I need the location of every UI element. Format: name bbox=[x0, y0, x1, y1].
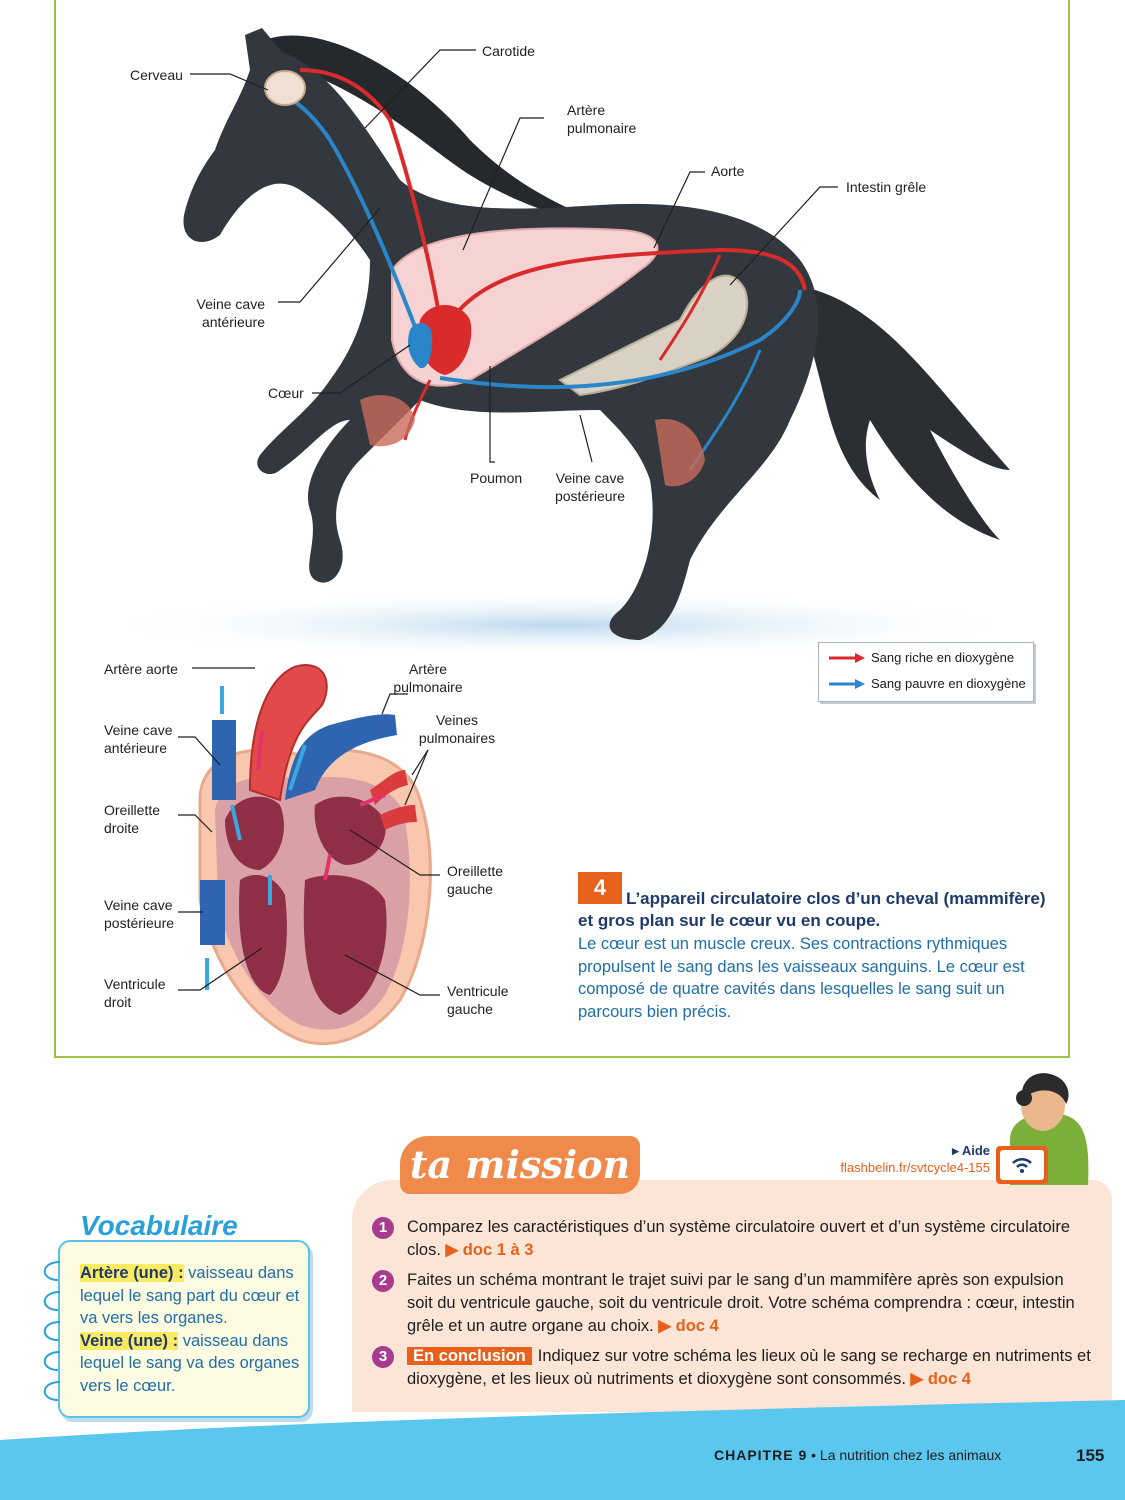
vocab-term-artere: Artère (une) : bbox=[80, 1264, 184, 1282]
label-ventricule-droit: Ventricule droit bbox=[104, 976, 166, 1010]
vocabulary-definitions: Artère (une) : vaisseau dans lequel le sang part du cœur et va vers les organes. Veine (une) : vaisseau dans lequel le sang va des organes vers le cœur. bbox=[80, 1264, 300, 1395]
label-oreillette-droite: Oreillette droite bbox=[104, 802, 161, 836]
legend-poor: Sang pauvre en dioxygène bbox=[829, 676, 1026, 691]
doc-reference[interactable]: ▶ doc 1 à 3 bbox=[445, 1241, 534, 1259]
task-number-1: 1 bbox=[372, 1217, 394, 1239]
label-artere-aorte: Artère aorte bbox=[104, 661, 178, 677]
task-number-2: 2 bbox=[372, 1270, 394, 1292]
caption-title: L’appareil circulatoire clos d’un cheval (mammifère) et gros plan sur le cœur vu en coupe. bbox=[578, 889, 1046, 930]
label-veine-cave-anterieure: Veine cave antérieure bbox=[196, 296, 265, 330]
legend-rich: Sang riche en dioxygène bbox=[829, 650, 1014, 665]
conclusion-tag: En conclusion bbox=[407, 1347, 532, 1365]
document-number: 4 bbox=[578, 872, 622, 904]
label-poumon: Poumon bbox=[470, 470, 523, 486]
task-3: 3 En conclusion Indiquez sur votre schéma les lieux où le sang se recharge en nutriments et dioxygène, et les lieux où nutriments et dioxygène sont consommés. ▶ doc 4 bbox=[372, 1345, 1092, 1391]
vocab-term-veine: Veine (une) : bbox=[80, 1331, 179, 1350]
label-veine-cave-posterieure: Veine cave postérieure bbox=[554, 470, 626, 504]
label-aorte: Aorte bbox=[711, 163, 745, 179]
page-number: 155 bbox=[1076, 1446, 1105, 1465]
label-veines-pulmonaires: Veines pulmonaires bbox=[418, 712, 496, 746]
vocabulary-title: Vocabulaire bbox=[80, 1210, 238, 1241]
label-carotide: Carotide bbox=[482, 43, 535, 59]
label-heart-veine-cave-posterieure: Veine cave postérieure bbox=[104, 897, 175, 931]
label-heart-artere-pulmonaire: Artère pulmonaire bbox=[393, 661, 463, 695]
label-oreillette-gauche: Oreillette gauche bbox=[447, 863, 504, 897]
aide-link[interactable]: ▸ Aide flashbelin.fr/svtcycle4-155 bbox=[840, 1143, 990, 1175]
doc-reference[interactable]: ▶ doc 4 bbox=[658, 1317, 719, 1335]
label-ventricule-gauche: Ventricule gauche bbox=[447, 983, 509, 1017]
task-2: 2 Faites un schéma montrant le trajet suivi par le sang d’un mammifère après son expulsion soit du ventricule gauche, soit du ventricule droit. Votre schéma comprendra : cœur, intestin grêle et un autre organe au choix. ▶ doc 4 bbox=[372, 1269, 1092, 1338]
caption-body: Le cœur est un muscle creux. Ses contractions rythmiques propulsent le sang dans les vaisseaux sanguins. Le cœur est composé de quatre cavités dans lesquelles le sang suit un parcours bien précis. bbox=[578, 935, 1025, 1021]
label-cerveau: Cerveau bbox=[130, 67, 183, 83]
task-number-3: 3 bbox=[372, 1346, 394, 1368]
chapter-footer: CHAPITRE 9 • La nutrition chez les animaux bbox=[714, 1447, 1002, 1463]
label-heart-veine-cave-anterieure: Veine cave antérieure bbox=[104, 722, 173, 756]
label-intestin-grele: Intestin grêle bbox=[846, 179, 927, 195]
doc-reference[interactable]: ▶ doc 4 bbox=[910, 1370, 971, 1388]
label-artere-pulmonaire: Artère pulmonaire bbox=[567, 102, 637, 136]
task-1: 1 Comparez les caractéristiques d’un système circulatoire ouvert et d’un système circulatoire clos. ▶ doc 1 à 3 bbox=[372, 1216, 1092, 1262]
mission-title: ta mission bbox=[400, 1136, 640, 1194]
label-coeur: Cœur bbox=[268, 385, 304, 401]
